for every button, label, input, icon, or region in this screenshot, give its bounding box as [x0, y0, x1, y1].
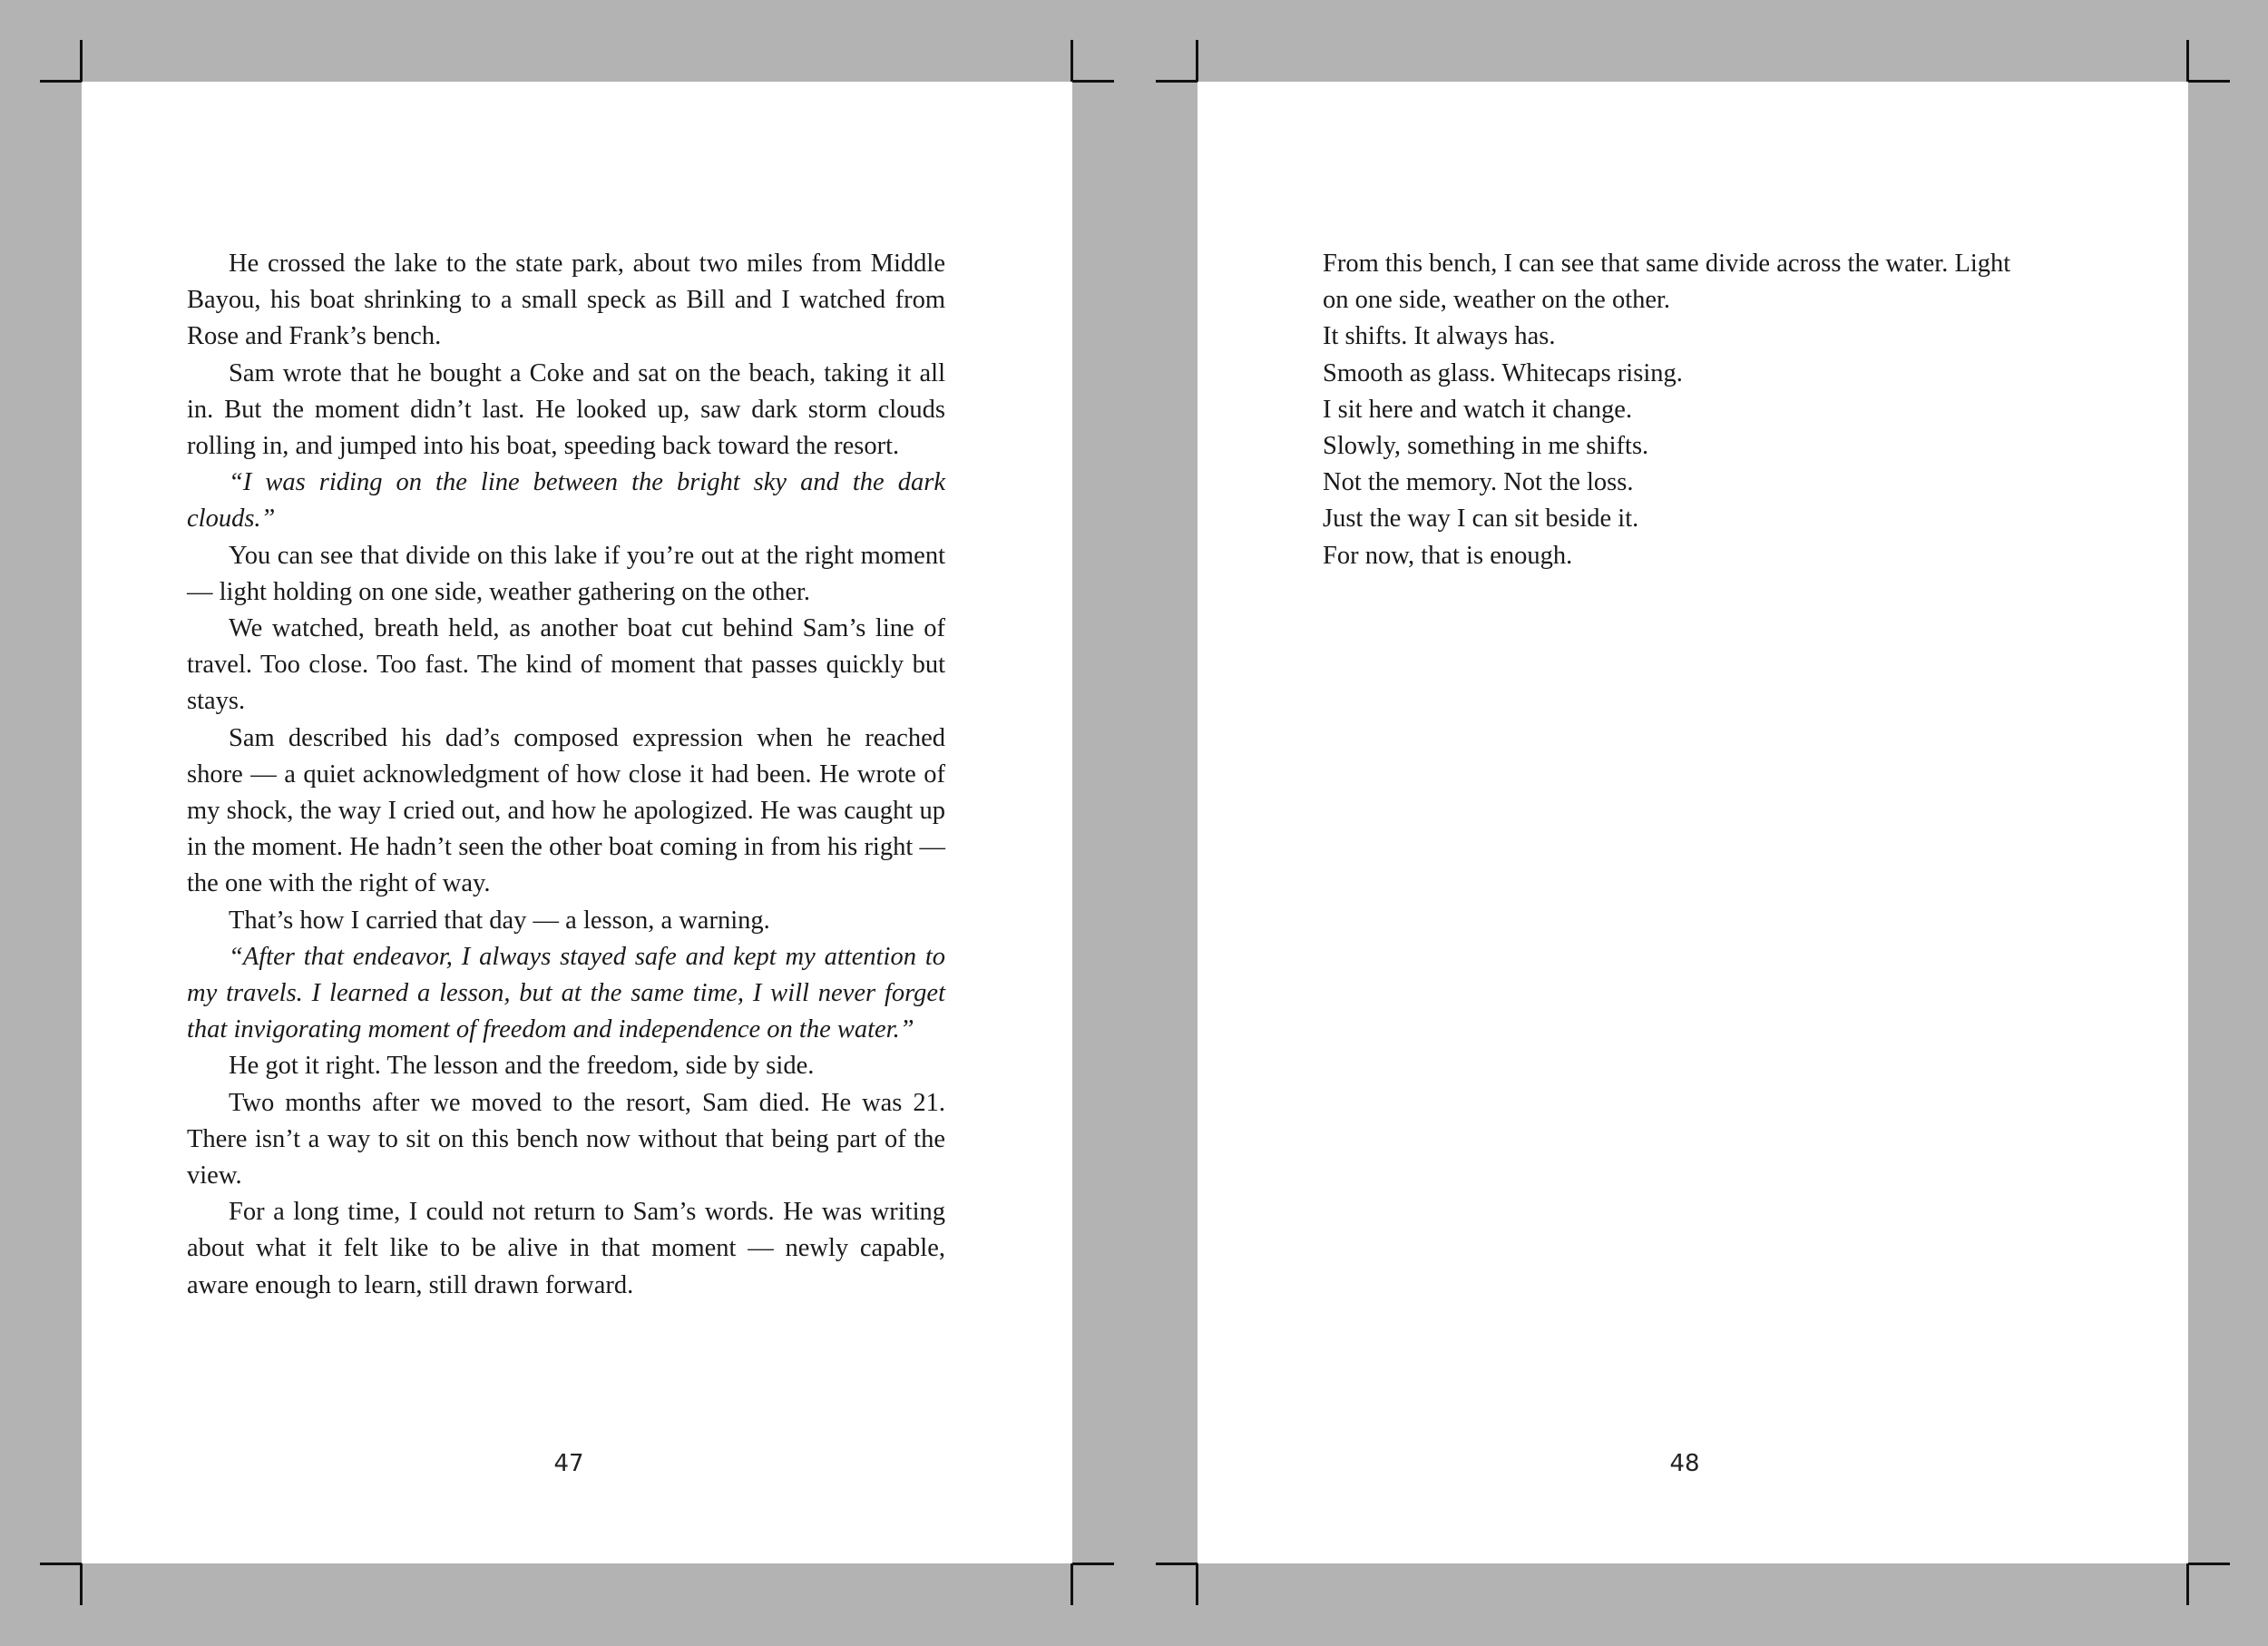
crop-mark — [1196, 1563, 1198, 1605]
paragraph: He crossed the lake to the state park, about two miles from Middle Bayou, his boat shrinking to a small speck as Bill and I watched from Rose and Frank’s bench. — [187, 250, 945, 351]
paragraph: We watched, breath held, as another boat cut behind Sam’s line of travel. Too close. Too fast. The kind of moment that passes quickly but stays. — [187, 614, 945, 716]
text-line: I sit here and watch it change. — [1323, 395, 1633, 424]
left-page-text — [187, 246, 945, 1304]
page-left — [82, 82, 1072, 1563]
crop-mark — [1072, 1563, 1114, 1565]
paragraph: For a long time, I could not return to Sam’s words. He was writing about what it felt like to be alive in that moment — newly capable, aware enough to learn, still drawn forward. — [187, 1198, 945, 1299]
paragraph: Sam wrote that he bought a Coke and sat on the beach, taking it all in. But the moment didn’t last. He looked up, saw dark storm clouds rolling in, and jumped into his boat, speeding back toward the resort. — [187, 358, 945, 461]
crop-mark — [2186, 1563, 2189, 1605]
text-line: Not the memory. Not the loss. — [1323, 468, 1634, 497]
text-line: For now, that is enough. — [1323, 541, 1573, 570]
paragraph: Sam described his dad’s composed expression when he reached shore — a quiet acknowledgment of how close it had been. He wrote of my shock, the way I cried out, and how he apologized. He was caught up in the moment. He hadn’t seen the other boat coming in from his right — the one with the right of way. — [187, 723, 945, 898]
crop-mark — [1196, 40, 1198, 82]
text-line: Just the way I can sit beside it. — [1323, 505, 1639, 534]
crop-mark — [1156, 1563, 1198, 1565]
crop-mark — [80, 40, 83, 82]
text-line: Smooth as glass. Whitecaps rising. — [1323, 358, 1683, 387]
crop-mark — [80, 1563, 83, 1605]
crop-mark — [2188, 80, 2230, 83]
crop-mark — [1072, 80, 1114, 83]
page-right — [1198, 82, 2188, 1563]
paragraph: He got it right. The lesson and the freedom, side by side. — [229, 1052, 815, 1081]
text-line: From this bench, I can see that same divide across the water. Light — [1323, 250, 2011, 278]
crop-mark — [2186, 40, 2189, 82]
page-number: 47 — [553, 1450, 584, 1477]
crop-mark — [1070, 40, 1073, 82]
text-line: Slowly, something in me shifts. — [1323, 432, 1649, 461]
right-page-text — [1323, 246, 2081, 574]
crop-mark — [40, 80, 82, 83]
quote-paragraph: “I was riding on the line between the bright sky and the dark clouds.” — [187, 468, 945, 534]
text-line: It shifts. It always has. — [1323, 322, 1556, 351]
crop-mark — [1070, 1563, 1073, 1605]
paragraph: That’s how I carried that day — a lesson, a warning. — [229, 906, 770, 935]
quote-paragraph: “After that endeavor, I always stayed safe and kept my attention to my travels. I learned a lesson, but at the same time, I will never forget that invigorating moment of freedom and independence on the water.” — [187, 942, 945, 1044]
crop-mark — [40, 1563, 82, 1565]
crop-mark — [1156, 80, 1198, 83]
paragraph: You can see that divide on this lake if you’re out at the right moment — light holding on one side, weather gathering on the other. — [187, 541, 945, 606]
crop-mark — [2188, 1563, 2230, 1565]
page-number: 48 — [1669, 1450, 1700, 1477]
paragraph: Two months after we moved to the resort, Sam died. He was 21. There isn’t a way to sit on this bench now without that being part of the view. — [187, 1088, 945, 1190]
text-line: on one side, weather on the other. — [1323, 286, 1671, 315]
